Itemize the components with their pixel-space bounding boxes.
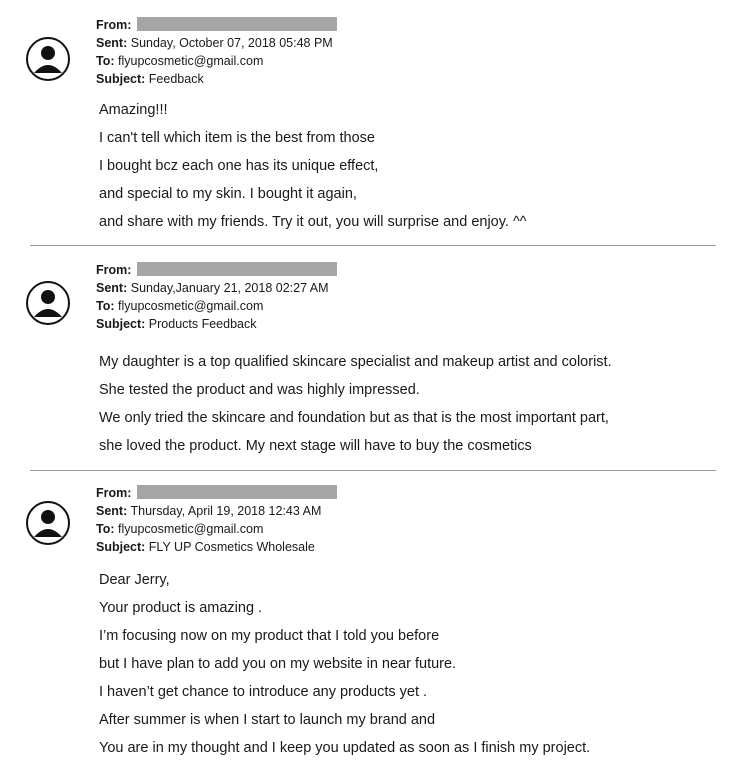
email-header bbox=[96, 16, 337, 88]
body-line: After summer is when I start to launch my brand and bbox=[99, 712, 436, 728]
body-line: I haven’t get chance to introduce any products yet . bbox=[99, 684, 428, 700]
subject-row: Subject: Products Feedback bbox=[96, 317, 257, 331]
from-row: From: bbox=[96, 261, 337, 279]
redacted-sender bbox=[137, 17, 337, 31]
body-line: and special to my skin. I bought it again, bbox=[99, 186, 357, 202]
body-line: I bought bcz each one has its unique effect, bbox=[99, 158, 379, 174]
email-body bbox=[99, 566, 590, 762]
to-row: To: flyupcosmetic@gmail.com bbox=[96, 299, 264, 313]
sent-row: Sent: Thursday, April 19, 2018 12:43 AM bbox=[96, 504, 322, 518]
sent-row: Sent: Sunday,January 21, 2018 02:27 AM bbox=[96, 281, 329, 295]
body-line: but I have plan to add you on my website in near future. bbox=[99, 656, 457, 672]
redacted-sender bbox=[137, 262, 337, 276]
avatar-icon bbox=[26, 281, 70, 325]
subject-row: Subject: FLY UP Cosmetics Wholesale bbox=[96, 540, 315, 554]
body-line: You are in my thought and I keep you updated as soon as I finish my project. bbox=[99, 740, 591, 756]
body-line: Amazing!!! bbox=[99, 102, 168, 118]
body-line: I can't tell which item is the best from those bbox=[99, 130, 375, 146]
body-line: Dear Jerry, bbox=[99, 572, 170, 588]
email-body bbox=[99, 96, 527, 236]
sent-row: Sent: Sunday, October 07, 2018 05:48 PM bbox=[96, 36, 333, 50]
from-row: From: bbox=[96, 16, 337, 34]
email-body bbox=[99, 348, 612, 460]
body-line: and share with my friends. Try it out, you will surprise and enjoy. ^^ bbox=[99, 214, 527, 230]
body-line: Your product is amazing . bbox=[99, 600, 263, 616]
body-line: she loved the product. My next stage will have to buy the cosmetics bbox=[99, 438, 532, 454]
body-line: My daughter is a top qualified skincare specialist and makeup artist and colorist. bbox=[99, 354, 612, 370]
body-line: She tested the product and was highly impressed. bbox=[99, 382, 420, 398]
body-line: We only tried the skincare and foundation but as that is the most important part, bbox=[99, 410, 609, 426]
email-header bbox=[96, 261, 337, 333]
from-row: From: bbox=[96, 484, 337, 502]
redacted-sender bbox=[137, 485, 337, 499]
email-header bbox=[96, 484, 337, 556]
divider bbox=[30, 470, 716, 471]
divider bbox=[30, 245, 716, 246]
to-row: To: flyupcosmetic@gmail.com bbox=[96, 54, 264, 68]
avatar-icon bbox=[26, 501, 70, 545]
to-row: To: flyupcosmetic@gmail.com bbox=[96, 522, 264, 536]
subject-row: Subject: Feedback bbox=[96, 72, 204, 86]
avatar-icon bbox=[26, 37, 70, 81]
body-line: I’m focusing now on my product that I told you before bbox=[99, 628, 440, 644]
